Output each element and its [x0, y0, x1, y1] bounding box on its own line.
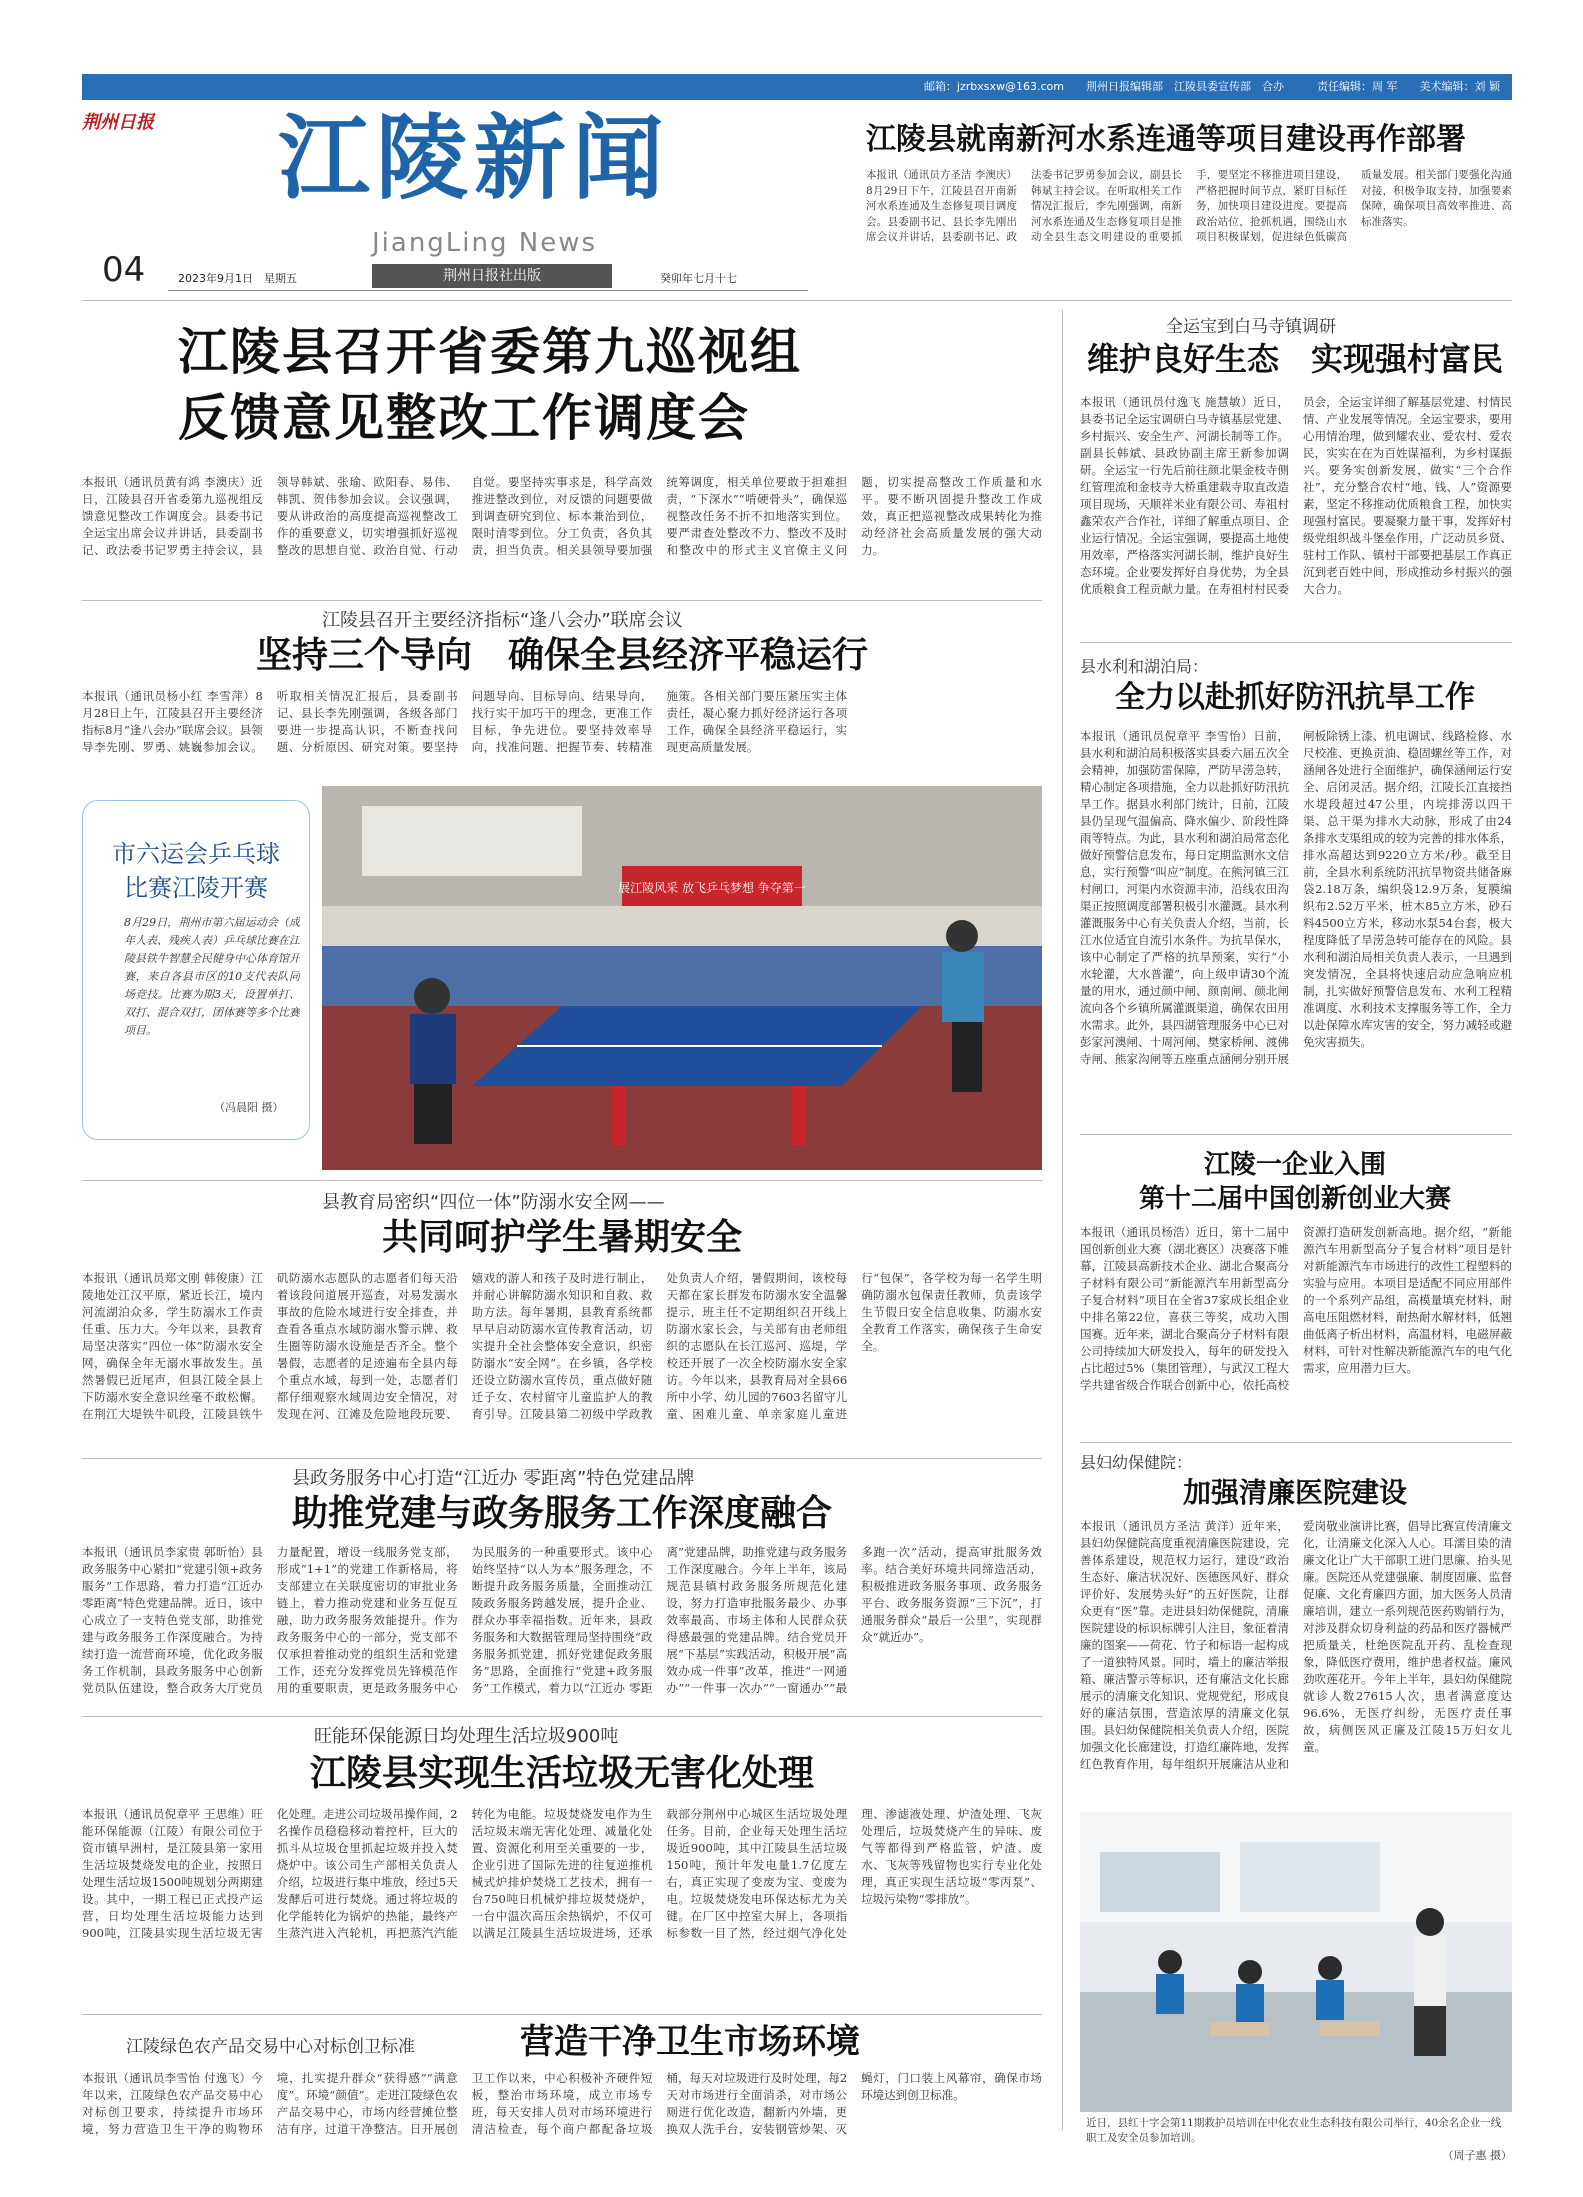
swim-body: 本报讯（通讯员郑文刚 韩俊康）江陵地处江汉平原，紧近长江，境内河流湖泊众多，学生防溺水工作责任重、压力大。今年以来，县教育局坚决落实“四位一体”防溺水安全网，确保全年无溺水事故发生。虽然暑假已近尾声，但县江陵全县上下防溺水安全意识丝毫不敢松懈。在荆江大堤铁牛矶段，江陵县铁牛矶防溺水志愿队的志愿者们每天沿着该段问道展开巡查，对易发溺水事故的危险水域进行安全排查，并查看各重点水域防溺水警示牌、救生圈等防溺水设施是否齐全。整个暑假，志愿者的足迹遍布全县内每个重点水域，每到一处，志愿者们都仔细观察水域周边安全情况，对发现在河、江滩及危险地段玩要、嬉戏的游人和孩子及时进行制止，并耐心讲解防溺水知识和自救、救助方法。每年暑期，县教育系统都早早启动防溺水宣传教育活动，切实提升全社会整体安全意识，织密防溺水“安全网”。在乡镇，各学校还设立防溺水宣传员，重点做好随迁子女、农村留守儿童监护人的教育引导。江陵县第二初级中学政教处负责人介绍，暑假期间，该校每天都在家长群发布防溺水安全温馨提示，班主任不定期组织召开线上防溺水家长会，与关部有由老师组织的志愿队在长江巡河、巡堤，学校还开展了一次全校防溺水安全家访。今年以来，县教育局对全县66所中小学、幼儿园的7603名留守儿童、困难儿童、单亲家庭儿童进行“包保”，各学校为每一名学生明确防溺水包保责任教师，负责该学生节假日安全信息收集、防溺水安全教育工作落实，确保孩子生命安全。 — [82, 1271, 1042, 1421]
venture-headline-line2: 第十二届中国创新创业大赛 — [1138, 1184, 1451, 1214]
divider — [82, 300, 1512, 301]
market-body: 本报讯（通讯员李雪怡 付逸飞）今年以来，江陵绿色农产品交易中心对标创卫要求，持续提升市场环境，努力营造卫生干净的购物环境，扎实提升群众“获得感”“满意度”。环境“颜值”。走进江陵绿色农产品交易中心，市场内经营摊位整洁有序，过道干净整洁。日开展创卫工作以来，中心积极补齐硬件短板，整治市场环境，成立市场专班，每天安排人员对市场环境进行清洁检查，每个商户都配备垃圾桶，每天对垃圾进行及时处理，每2天对市场进行全面消杀，对市场公厕进行优化改造，翻新内外墙，更换双人洗手台，安装钢管炒架、灭蝇灯，门口装上风幕帘，确保市场环境达到创卫标准。 — [82, 2071, 1042, 2136]
divider — [82, 1716, 1042, 1717]
header-rule — [168, 290, 808, 291]
divider — [82, 600, 1042, 601]
venture-body: 本报讯（通讯员杨浩）近日，第十二届中国创新创业大赛（湖北赛区）决赛落下帷幕，江陵县高新技术企业、湖北合聚高分子材料有限公司“新能源汽车用新型高分子复合材料”项目在全省37家成长组企业中排名第22位，喜获三等奖，成功入围国赛。近年来，湖北合聚高分子材料有限公司持续加大研发投入，每年的研发投入占比超过5%（集团管理），与武汉工程大学共建省级合作联合创新中心，依托高校资源打造研发创新高地。据介绍，“新能源汽车用新型高分子复合材料”项目是针对新能源汽车市场进行的改性工程塑料的实验与应用。本项目是适配不同应用部件的一个系列产品组，高模量填充材料，耐高电压阻燃材料，耐热耐水解材料，低翘曲低离子析出材料，高温材料，电磁屏蔽材料，可针对性解决新能源汽车的电气化需求，应用潜力巨大。 — [1080, 1225, 1512, 1392]
divider — [82, 2014, 1042, 2015]
pingpong-photo — [322, 786, 1042, 1170]
party-headline: 助推党建与政务服务工作深度融合 — [291, 1492, 832, 1534]
market-headline: 营造干净卫生市场环境 — [520, 2022, 860, 2062]
pingpong-title-line1: 市六运会乒乓球 — [112, 840, 280, 868]
publisher-badge: 荆州日报社出版 — [372, 264, 612, 288]
hospital-headline: 加强清廉医院建设 — [1182, 1476, 1407, 1509]
divider — [1080, 1134, 1512, 1135]
divider — [82, 1180, 1042, 1181]
swim-headline: 共同呵护学生暑期安全 — [381, 1216, 742, 1258]
lead-headline-line1: 江陵县召开省委第九巡视组 — [178, 322, 802, 381]
column-divider — [1062, 310, 1063, 2130]
survey-headline: 维护良好生态 实现强村富民 — [1086, 340, 1503, 378]
pingpong-caption: 8月29日，荆州市第六届运动会（成年人表、残疾人表）乒乓球比赛在江陵县铁牛智慧全民健身中心体育馆开赛，来自各县市区的10支代表队同场竞技。比赛为期3天，设置单打、双打、混合双打，团体赛等多个比赛项目。 — [124, 916, 300, 1037]
venture-headline-line1: 江陵一企业入围 — [1203, 1150, 1386, 1180]
page-number: 04 — [102, 250, 146, 290]
waste-headline: 江陵县实现生活垃圾无害化处理 — [309, 1752, 814, 1794]
survey-subhead: 全运宝到白马寺镇调研 — [1166, 317, 1336, 337]
issue-date: 2023年9月1日 星期五 — [178, 272, 297, 285]
divider — [82, 1458, 1042, 1459]
hospital-subhead: 县妇幼保健院： — [1080, 1453, 1193, 1472]
divider — [1080, 642, 1512, 643]
swim-subhead: 县教育局密织“四位一体”防溺水安全网—— — [322, 1192, 665, 1213]
svg-text:展江陵风采 放飞乒乓梦想 争夺第一: 展江陵风采 放飞乒乓梦想 争夺第一 — [618, 881, 806, 895]
divider — [1080, 1442, 1512, 1443]
redcross-training-photo — [1080, 1812, 1512, 2112]
economy-headline: 坚持三个导向 确保全县经济平稳运行 — [255, 634, 868, 676]
masthead-title: 江陵新闻 — [278, 104, 671, 212]
redcross-caption: 近日，县红十字会第11期救护员培训在中化农业生态科技有限公司举行，40余名企业一线职工及安全员参加培训。 — [1086, 2117, 1502, 2144]
flood-headline: 全力以赴抓好防汛抗旱工作 — [1115, 680, 1475, 715]
party-body: 本报讯（通讯员李家贵 郭昕怡）县政务服务中心紧扣“党建引领+政务服务”工作思路，着力打造“江近办 零距离”特色党建品牌。近日，该中心成立了一支特色党支部，助推党建与政务服务工作深度融合。为持续打造一流营商环境，优化政务服务工作机制，县政务服务中心创新党员队伍建设，整合政务大厅党员力量配置，增设一线服务党支部，形成“1+1”的党建工作新格局，将支部建立在关联度密切的审批业务链上，着力推动党建和业务互促互融，助力政务服务效能提升。作为政务服务中心的一部分，党支部不仅承担着推动党的组织生活和党建工作，还充分发挥党员先锋模范作用的重要职责，更是政务服务中心为民服务的一种重要形式。该中心始终坚持“以人为本”服务理念，不断提升政务服务质量，全面推动江陵政务服务跨越发展，提升企业、群众办事幸福指数。近年来，县政务服务和大数据管理局坚持围绕“政务服务抓党建，抓好党建促政务服务”思路，全面推行“党建+政务服务”工作模式，着力以“江近办 零距离”党建品牌，助推党建与政务服务工作深度融合。今年上半年，该局规范县镇村政务服务所规范化建设，努力打造审批服务最少、办事效率最高、市场主体和人民群众获得感最强的党建品牌。结合党员开展“下基层”实践活动，积极开展“高效办成一件事”改革，推进“一网通办”“一件事一次办”“一窗通办”“最多跑一次”活动，提高审批服务效率。结合美好环境共同缔造活动，积极推进政务服务事项、政务服务平台、政务服务资源“三下沉”，打通服务群众“最后一公里”，实现群众“就近办”。 — [82, 1545, 1042, 1695]
pingpong-credit: （冯晨阳 摄） — [214, 1101, 284, 1114]
newspaper-logo: 荆州日报 — [82, 112, 154, 133]
party-subhead: 县政务服务中心打造“江近办 零距离”特色党建品牌 — [292, 1468, 695, 1489]
hospital-body: 本报讯（通讯员方圣洁 黄洋）近年来，县妇幼保健院高度重视清廉医院建设，完善体系建设，规范权力运行，建设“政治生态好、廉洁状况好、医德医风好、群众评价好、发展势头好”的五好医院，让群众更有“医”靠。走进县妇幼保健院，清廉医院建设的标识标牌引人注目，象征着清廉的图案——荷花、竹子和标语一起构成了一道独特风景。同时，墙上的廉洁举报箱、廉洁警示等标识，还有廉洁文化长廊展示的清廉文化知识、党规党纪，形成良好的廉洁氛围，营造浓厚的清廉文化氛围。县妇幼保健院相关负责人介绍，医院加强文化长廊建设，打造红廉阵地，发挥红色教育作用，每年组织开展廉洁从业和爱岗敬业演讲比赛，倡导比赛宣传清廉文化，让清廉文化深入人心。耳濡目染的清廉文化让广大干部职工进门思廉、抬头见廉。医院还从党建强廉、制度固廉、监督促廉、文化育廉四方面，加大医务人员清廉培训，建立一系列规范医药购销行为，对涉及群众切身利益的药品和医疗器械严把质量关，杜绝医院乱开药、乱检查现象，降低医疗费用，维护患者权益。廉风劲吹莲花开。今年上半年，县妇幼保健院就诊人数27615人次，患者满意度达96.6%，无医疗纠纷，无医疗责任事故，病侧医风正廉及江陵15万妇女儿童。 — [1080, 1519, 1512, 1771]
lunar-date: 癸卯年七月十七 — [660, 272, 737, 285]
river-body: 本报讯（通讯员方圣洁 李澳庆）8月29日下午，江陵县召开南新河水系连通及生态修复项目调度会。县委副书记、县长李先刚出席会议并讲话，县委副书记、政法委书记罗勇参加会议，副县长韩斌主持会议。在听取相关工作情况汇报后，李先刚强调，南新河水系连通及生态修复项目是推动全县生态文明建设的重要抓手，要坚定不移推进项目建设，严格把握时间节点，紧盯目标任务，加快项目建设进度。要提高政治站位，抢抓机遇，围绕山水项目积极谋划，促进绿色低碳高质量发展。相关部门要强化沟通对接，积极争取支持，加强要素保障，确保项目高效率推进、高标准落实。 — [866, 169, 1512, 243]
lead-body: 本报讯（通讯员黄有鸿 李澳庆）近日，江陵县召开省委第九巡视组反馈意见整改工作调度会。县委书记全运宝出席会议并讲话，县委副书记、政法委书记罗勇主持会议，县领导韩斌、张瑜、欧阳春、易伟、韩凯、贺伟参加会议。会议强调，要从讲政治的高度提高巡视整改工作的重要意义，切实增强抓好巡视整改的思想自觉、政治自觉、行动自觉。要坚持实事求是，科学高效推进整改到位，对反馈的问题要做到调查研究到位、标本兼治到位，限时清零到位。分工负责，各负其责，担当负责。相关县领导要加强统筹调度，相关单位要敢于担难担责，“下深水”“啃硬骨头”，确保巡视整改任务不折不扣地落实到位。要严肃查处整改不力、整改不及时和整改中的形式主义官僚主义问题，切实提高整改工作质量和水平。要不断巩固提升整改工作成效，真正把巡视整改成果转化为推动经济社会高质量发展的强大动力。 — [82, 475, 1042, 557]
masthead-english: JiangLing News — [372, 228, 598, 258]
market-subhead: 江陵绿色农产品交易中心对标创卫标准 — [126, 2037, 415, 2057]
flood-body: 本报讯（通讯员倪章平 李雪怡）日前，县水利和湖泊局积极落实县委六届五次全会精神，加强防雷保障，严防早涝急转，精心制定各项措施，全力以赴抓好防汛抗旱工作。据县水利部门统计，日前，江陵县仍呈现气温偏高、降水偏少、阶段性降雨等特点。为此，县水利和湖泊局常态化做好预警信息发布，每日定期监测水文信息，实行预警“叫应”制度。在熊河镇三江村闸口，河渠内水资源丰沛，沿线农田沟渠正按照调度部署积极引水灌溉。县水利灌溉服务中心有关负责人介绍，当前，长江水位适宜自流引水条件。为抗旱保水，该中心制定了严格的抗旱预案，实行“小水轮灌，大水普灌”，向上级申请30个流量的用水，通过颜中闸、颜南闸、颜北闸流向各个乡镇所属灌溉渠道，确保农田用水需求。此外，县四湖管理服务中心已对彭家河澳闸、十周河闸、樊家桥闸、渡佛寺闸、熊家沟闸等五座重点涵闸分别开展闸板除锈上漆、机电调试、线路检修、水尺校准、更换贡油、稳固螺丝等工作，对涵闸各处进行全面维护，确保涵闸运行安全、启闭灵活。据介绍，江陵长江直接挡水堤段超过47公里，内垸排涝以四干渠、总干渠为排水大动脉，形成了由24条排水支渠组成的较为完善的排水体系，排水高超达到9220立方米/秒。截至目前，全县水利系统防汛抗旱物资共储备麻袋2.18万条，编织袋12.9万条，复膜编织布2.52万平米，桩木85立方米，砂石料4500立方米，移动水泵54台套，极大程度降低了旱涝急转可能存在的风险。县水利和湖泊局相关负责人表示，一旦遇到突发情况，全县将快速启动应急响应机制，扎实做好预警信息发布、水利工程精准调度、水利技术支撑服务等工作，全力以赴保障水库灾害的安全，努力减轻或避免灾害损失。 — [1080, 729, 1512, 1066]
economy-subhead: 江陵县召开主要经济指标“逢八会办”联席会议 — [322, 610, 683, 631]
economy-body: 本报讯（通讯员杨小红 李雪萍）8月28日上午，江陵县召开主要经济指标8月“逢八会办”联席会议。县领导李先刚、罗勇、姚巍参加会议。听取相关情况汇报后，县委副书记、县长李先刚强调，各级各部门要进一步提高认识，不断查找问题、分析原因、研究对策。要坚持问题导向、目标导向、结果导向，找行实干加巧干的理念，更准工作目标，争先进位。要坚持效率导向，找准问题、把握节奏、转精准施策。各相关部门要压紧压实主体责任，凝心聚力抓好经济运行各项工作，确保全县经济平稳运行，实现更高质量发展。 — [82, 689, 848, 754]
waste-subhead: 旺能环保能源日均处理生活垃圾900吨 — [314, 1726, 619, 1747]
header-topbar: 邮箱：jzrbxsxw@163.com 荆州日报编辑部 江陵县委宣传部 合办 责任编辑：周 军 美术编辑：刘 颖 — [82, 74, 1512, 100]
river-headline: 江陵县就南新河水系连通等项目建设再作部署 — [866, 122, 1466, 157]
waste-body: 本报讯（通讯员倪章平 王思维）旺能环保能源（江陵）有限公司位于资市镇早洲村，是江陵县第一家用生活垃圾焚烧发电的企业，按照日处理生活垃圾1500吨规划分两期建设。其中，一期工程已正式投产运营，日均处理生活垃圾能力达到900吨，江陵县实现生活垃圾无害化处理。走进公司垃圾吊操作间，2名操作员稳稳移动着控杆，巨大的抓斗从垃圾仓里抓起垃圾并投入焚烧炉中。该公司生产部相关负责人介绍，垃圾进行集中堆放，经过5天发酵后可进行焚烧。通过将垃圾的化学能转化为锅炉的热能，最终产生蒸汽进入汽轮机，再把蒸汽汽能转化为电能。垃圾焚烧发电作为生活垃圾末端无害化处理、减量化处置、资源化利用至关重要的一步，企业引进了国际先进的往复逆推机械式炉排炉焚烧工艺技术，拥有一台750吨日机械炉排垃圾焚烧炉，一台中温次高压余热锅炉，不仅可以满足江陵县生活垃圾进场，还承载部分荆州中心城区生活垃圾处理任务。目前，企业每天处理生活垃圾近900吨，其中江陵县生活垃圾150吨，预计年发电量1.7亿度左右，真正实现了变废为宝、变废为电。垃圾焚烧发电环保达标尤为关键。在厂区中控室大屏上，各项指标参数一目了然，经过烟气净化处理、渗滤液处理、炉渣处理、飞灰处理后，垃圾焚烧产生的异味、废气等都得到严格监管，炉渣、废水、飞灰等残留物也实行专业化处理，真正实现生活垃圾“零丙泵”、垃圾污染物“零排放”。 — [82, 1807, 1042, 1940]
pingpong-title-line2: 比赛江陵开赛 — [124, 874, 268, 902]
survey-body: 本报讯（通讯员付逸飞 施慧敏）近日，县委书记全运宝调研白马寺镇基层党建、乡村振兴、安全生产、河湖长制等工作。副县长韩斌、县政协副主席王新参加调研。全运宝一行先后前往颜北渠金枝寺侧红管理流和金枝寺大桥重建载寺取直改造项目现场，天顺祥米业有限公司、寿祖村鑫荣农产合作社，详细了解重点项目、企业运行情况。全运宝强调，要提高土地使用效率，严格落实河湖长制，维护良好生态环境。企业要发挥好自身优势，为全县优质粮食工程贡献力量。在寿祖村村民委员会，全运宝详细了解基层党建、村情民情、产业发展等情况。全运宝要求，要用心用情治理，做到耀农业、爱农村、爱农民，实实在在为百姓谋福利，为乡村谋振兴。要务实创新发展，做实“三个合作社”，充分整合农村“地、钱、人”资源要素，坚定不移推动优质粮食工程，加快实现强村富民。要凝聚力量干事，发挥好村级党组织战斗堡垒作用，广泛动员乡贤、驻村工作队、镇村干部要把基层工作真正沉到老百姓中间，形成推动乡村振兴的强大合力。 — [1080, 395, 1512, 596]
redcross-credit: （周子惠 摄） — [1442, 2149, 1512, 2162]
flood-subhead: 县水利和湖泊局： — [1080, 657, 1209, 676]
lead-headline-line2: 反馈意见整改工作调度会 — [178, 388, 750, 447]
